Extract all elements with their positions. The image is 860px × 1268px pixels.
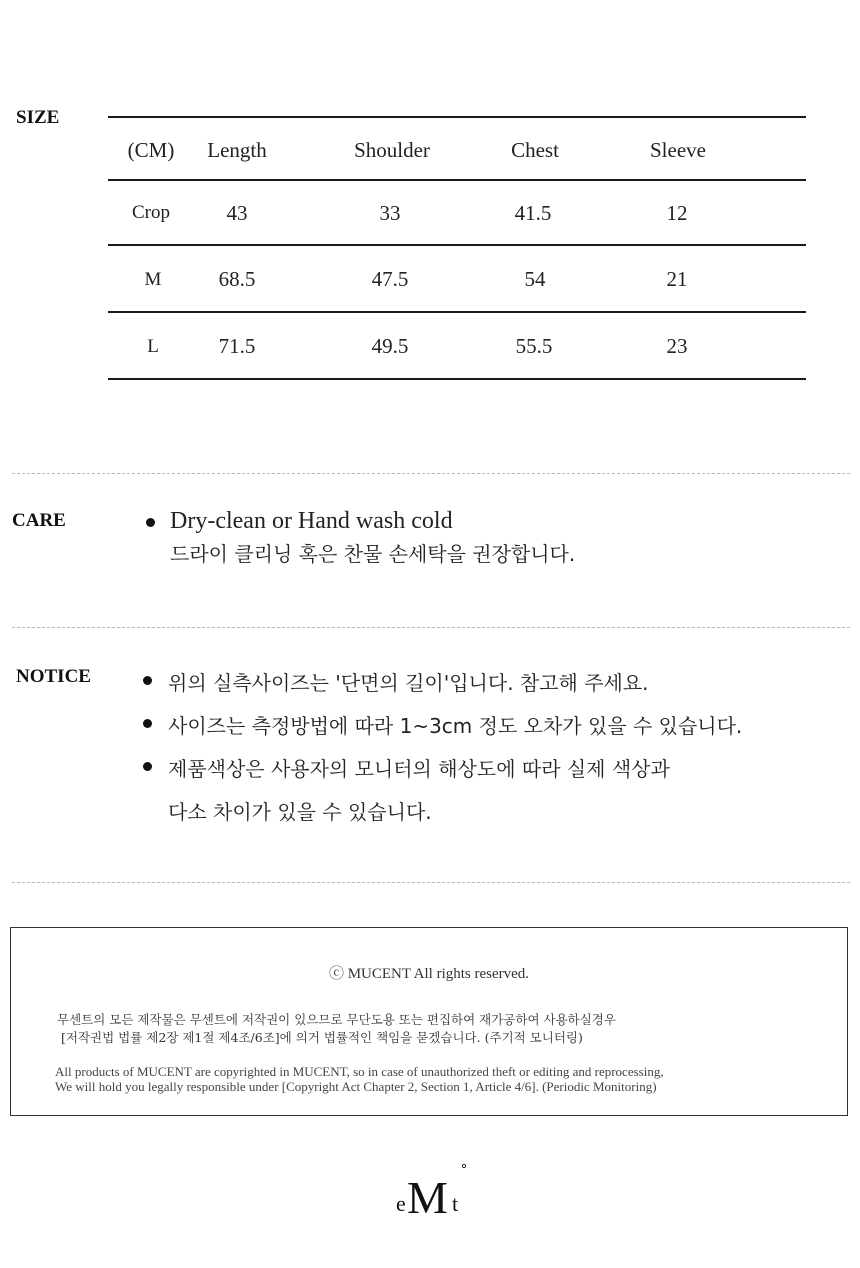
cell-crop-chest: 41.5 xyxy=(514,201,552,225)
copyright-english-line-1: All products of MUCENT are copyrighted in MUCENT, so in case of unauthorized theft or editing and reprocessing, xyxy=(55,1064,664,1079)
table-row-rule xyxy=(108,244,806,246)
notice-item-3-continuation: 다소 차이가 있을 수 있습니다. xyxy=(168,800,432,824)
copyright-korean-line-1: 무센트의 모든 제작물은 무센트에 저작권이 있으므로 무단도용 또는 편집하여 재가공하여 사용하실경우 xyxy=(57,1012,616,1027)
cell-crop-shoulder: 33 xyxy=(379,201,401,225)
bullet-icon xyxy=(146,518,155,527)
care-section-label: CARE xyxy=(12,510,66,531)
table-row-rule xyxy=(108,311,806,313)
cell-m-length: 68.5 xyxy=(218,267,256,291)
header-length: Length xyxy=(207,138,267,162)
cell-l-sleeve: 23 xyxy=(666,334,688,358)
row-label-l: L xyxy=(147,336,159,357)
cell-l-chest: 55.5 xyxy=(515,334,553,358)
header-sleeve: Sleeve xyxy=(650,138,706,162)
table-header-rule xyxy=(108,179,806,181)
cell-crop-sleeve: 12 xyxy=(666,201,688,225)
bullet-icon xyxy=(143,762,152,771)
notice-item-2: 사이즈는 측정방법에 따라 1~3cm 정도 오차가 있을 수 있습니다. xyxy=(168,714,743,738)
row-label-m: M xyxy=(144,269,162,290)
cell-crop-length: 43 xyxy=(226,201,248,225)
logo-letter-m: M xyxy=(407,1172,448,1220)
care-english-text: Dry-clean or Hand wash cold xyxy=(170,508,453,534)
cell-l-shoulder: 49.5 xyxy=(371,334,409,358)
notice-section-label: NOTICE xyxy=(16,666,91,687)
logo-letter-e: e xyxy=(396,1191,406,1216)
table-top-rule xyxy=(108,116,806,118)
notice-item-3: 제품색상은 사용자의 모니터의 해상도에 따라 실제 색상과 xyxy=(168,757,670,781)
cell-m-sleeve: 21 xyxy=(666,267,688,291)
header-cm: (CM) xyxy=(127,138,175,162)
size-section-label: SIZE xyxy=(16,107,60,128)
bullet-icon xyxy=(143,676,152,685)
copyright-english-line-2: We will hold you legally responsible under [Copyright Act Chapter 2, Section 1, Article 4/6]. (Periodic Monitoring) xyxy=(55,1079,657,1094)
copyright-korean-line-2: [저작권법 법률 제2장 제1절 제4조/6조]에 의거 법률적인 책임을 묻겠습니다. (주기적 모니터링) xyxy=(61,1030,583,1045)
dashed-divider xyxy=(12,627,850,628)
bullet-icon xyxy=(143,719,152,728)
logo-dot xyxy=(462,1164,465,1167)
notice-item-1: 위의 실측사이즈는 '단면의 길이'입니다. 참고해 주세요. xyxy=(168,671,649,695)
mucent-logo-svg xyxy=(394,1160,474,1220)
care-korean-text: 드라이 클리닝 혹은 찬물 손세탁을 권장합니다. xyxy=(170,542,576,566)
cell-l-length: 71.5 xyxy=(218,334,256,358)
copyright-box xyxy=(10,927,848,1116)
header-shoulder: Shoulder xyxy=(354,138,430,162)
logo-letter-t: t xyxy=(452,1191,459,1216)
cell-m-shoulder: 47.5 xyxy=(371,267,409,291)
row-label-crop: Crop xyxy=(132,202,170,223)
dashed-divider xyxy=(12,473,850,474)
dashed-divider xyxy=(12,882,850,883)
table-bottom-rule xyxy=(108,378,806,380)
header-chest: Chest xyxy=(511,138,559,162)
copyright-title: ⓒ MUCENT All rights reserved. xyxy=(328,966,530,982)
mucent-logo-icon xyxy=(394,1160,474,1220)
cell-m-chest: 54 xyxy=(524,267,546,291)
